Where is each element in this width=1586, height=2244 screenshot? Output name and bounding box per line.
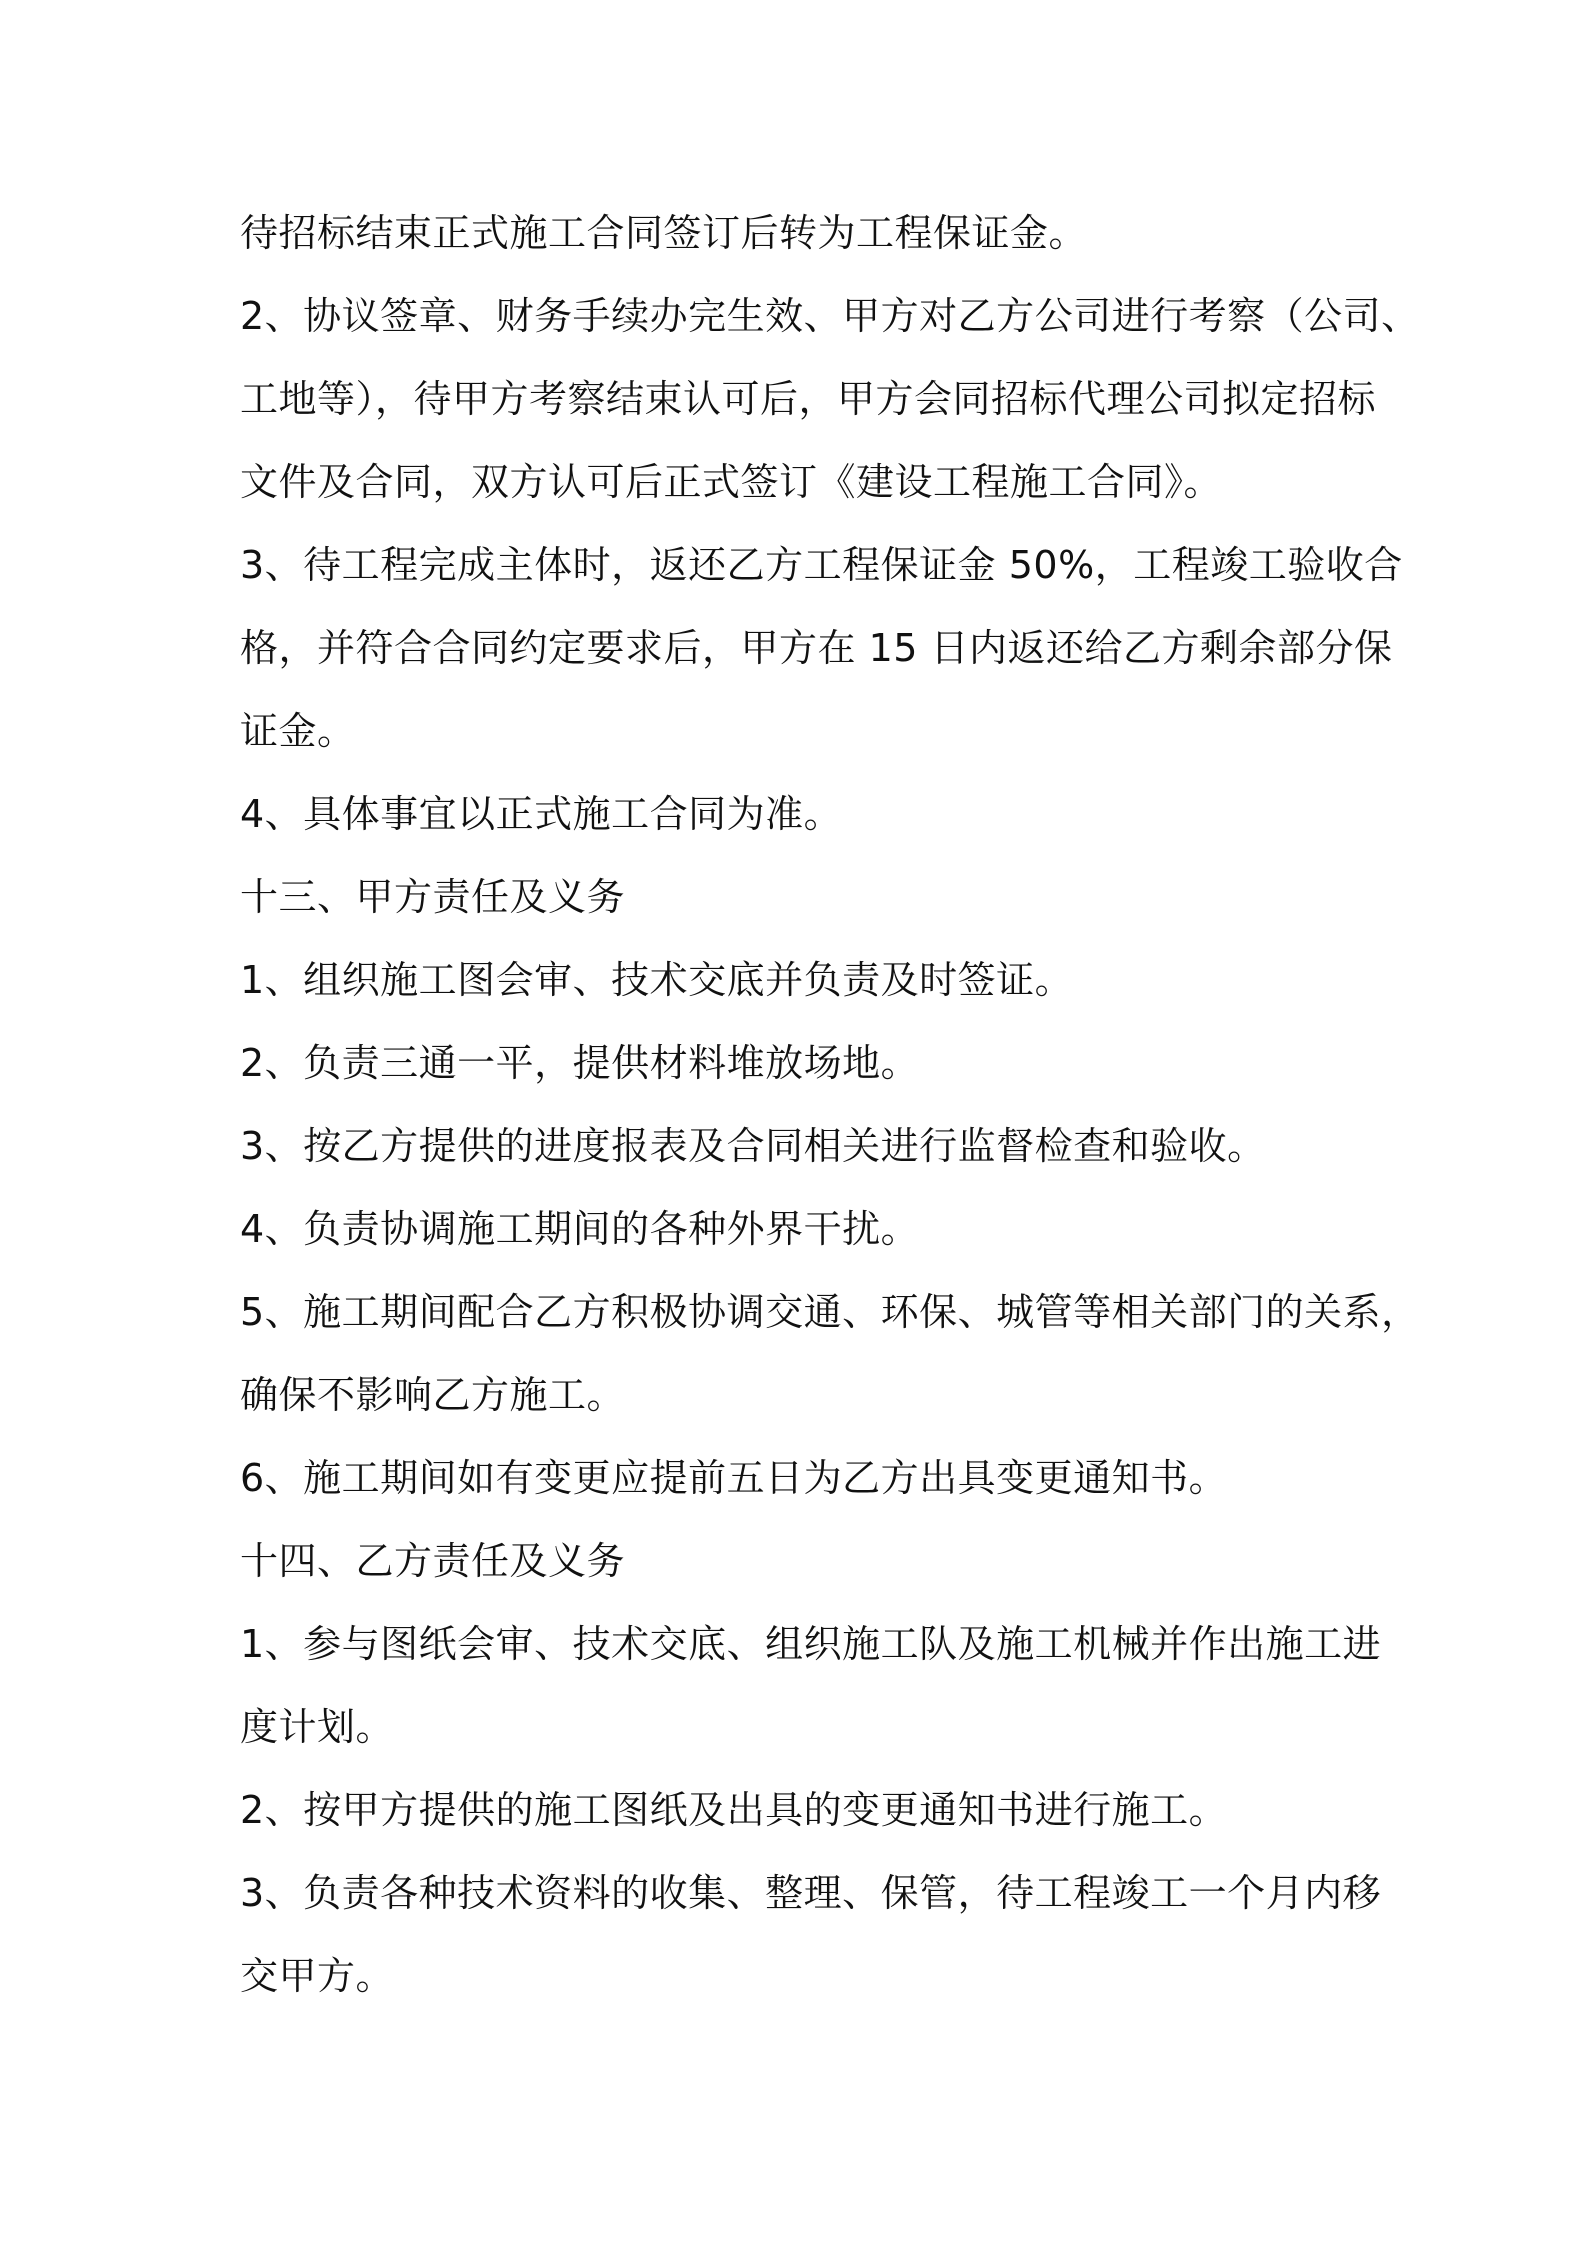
text-line-party-b-1: 1、参与图纸会审、技术交底、组织施工队及施工机械并作出施工进 — [240, 1622, 1382, 1666]
text-line-item-3: 3、待工程完成主体时，返还乙方工程保证金 50%，工程竣工验收合 — [240, 543, 1403, 587]
text-line-item-2-cont: 文件及合同，双方认可后正式签订《建设工程施工合同》。 — [240, 460, 1223, 504]
text-line-party-a-2: 2、负责三通一平，提供材料堆放场地。 — [240, 1041, 920, 1085]
text-line-item-2: 2、协议签章、财务手续办完生效、甲方对乙方公司进行考察（公司、 — [240, 294, 1420, 338]
text-line-party-b-2: 2、按甲方提供的施工图纸及出具的变更通知书进行施工。 — [240, 1788, 1228, 1832]
text-line-item-2-cont: 工地等），待甲方考察结束认可后，甲方会同招标代理公司拟定招标 — [240, 377, 1377, 421]
text-line-party-a-6: 6、施工期间如有变更应提前五日为乙方出具变更通知书。 — [240, 1456, 1228, 1500]
text-line-item-3-cont: 证金。 — [240, 709, 356, 753]
text-line-item-4: 4、具体事宜以正式施工合同为准。 — [240, 792, 843, 836]
text-line-party-a-1: 1、组织施工图会审、技术交底并负责及时签证。 — [240, 958, 1074, 1002]
section-heading-14: 十四、乙方责任及义务 — [240, 1539, 626, 1583]
text-line-party-b-1-cont: 度计划。 — [240, 1705, 395, 1749]
text-line-continuation: 待招标结束正式施工合同签订后转为工程保证金。 — [240, 211, 1088, 255]
text-line-party-a-5: 5、施工期间配合乙方积极协调交通、环保、城管等相关部门的关系， — [240, 1290, 1420, 1334]
text-line-party-a-3: 3、按乙方提供的进度报表及合同相关进行监督检查和验收。 — [240, 1124, 1266, 1168]
text-line-party-a-4: 4、负责协调施工期间的各种外界干扰。 — [240, 1207, 920, 1251]
section-heading-13: 十三、甲方责任及义务 — [240, 875, 626, 919]
text-line-party-b-3: 3、负责各种技术资料的收集、整理、保管，待工程竣工一个月内移 — [240, 1871, 1382, 1915]
text-line-party-b-3-cont: 交甲方。 — [240, 1954, 395, 1998]
document-body — [240, 192, 1420, 2018]
text-line-item-3-cont: 格，并符合合同约定要求后，甲方在 15 日内返还给乙方剩余部分保 — [240, 626, 1393, 670]
text-line-party-a-5-cont: 确保不影响乙方施工。 — [240, 1373, 626, 1417]
